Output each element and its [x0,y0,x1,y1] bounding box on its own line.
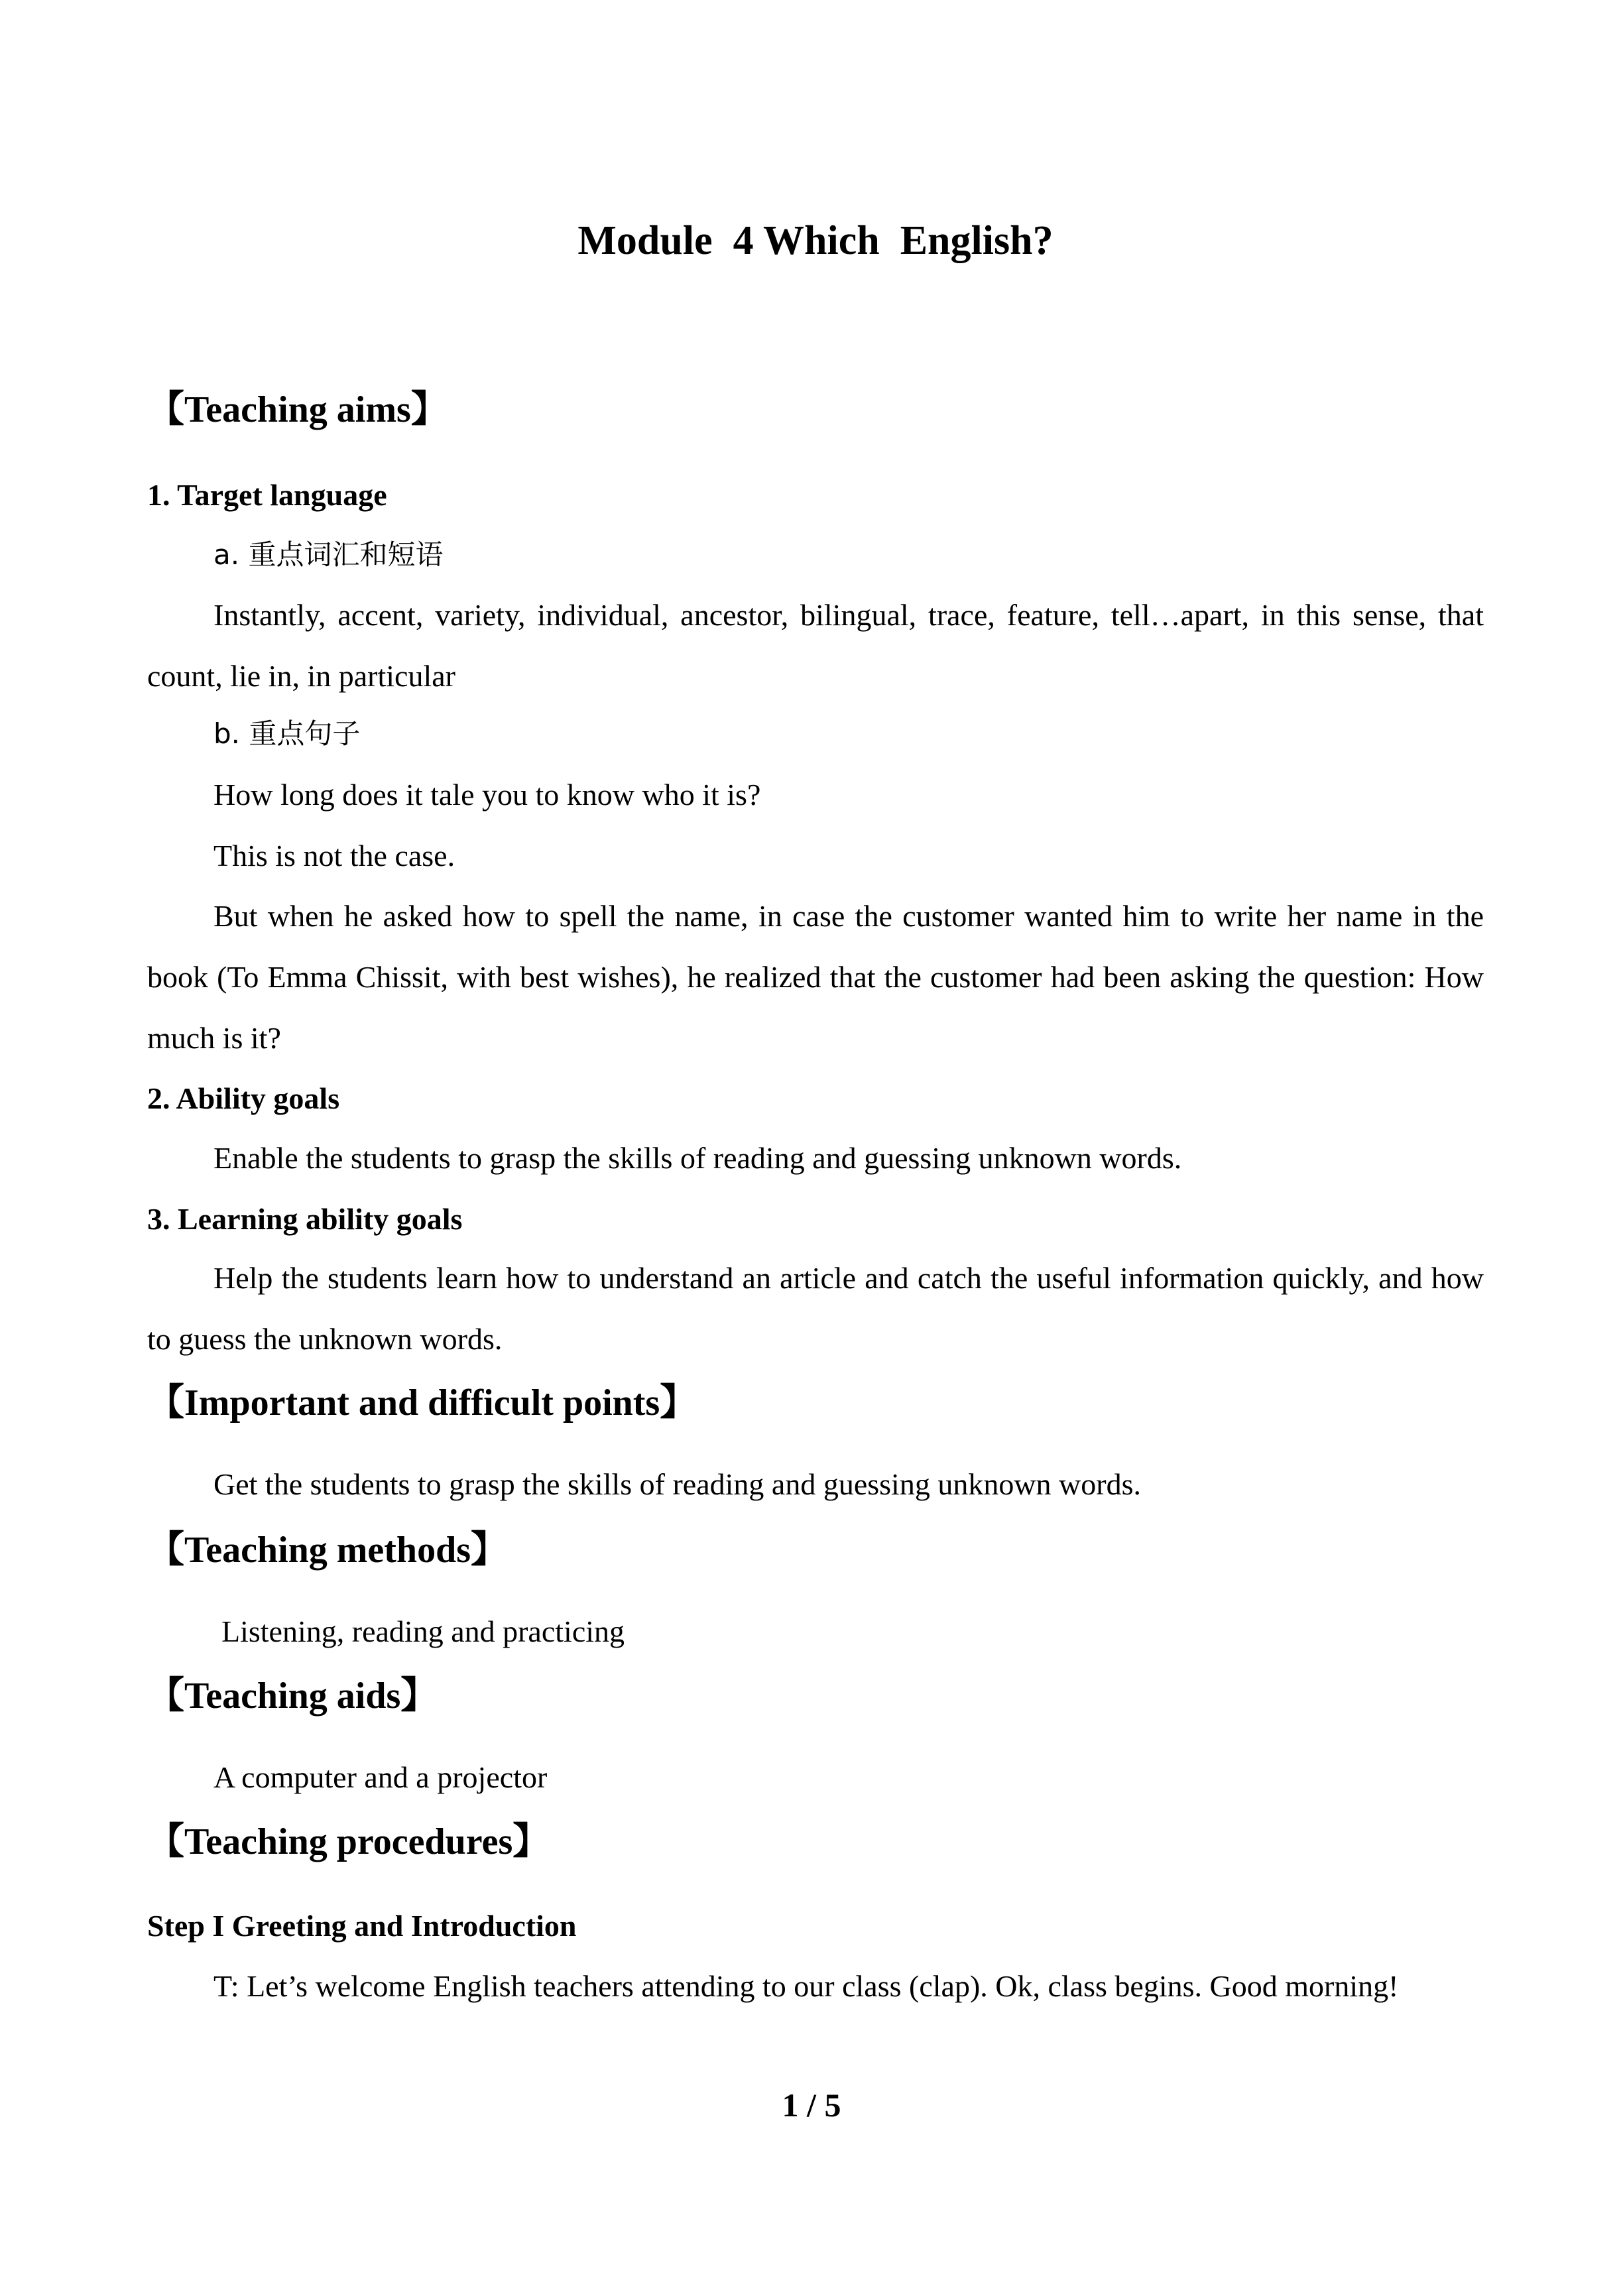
page-number: 1 / 5 [782,2086,841,2124]
heading-teaching-aims: 【Teaching aims】 [147,389,448,430]
key-sentence-2: This is not the case. [213,839,455,873]
step-1-label: Step I Greeting and Introduction [147,1909,577,1943]
teaching-methods-text: Listening, reading and practicing [221,1614,625,1648]
heading-teaching-aids: 【Teaching aids】 [147,1675,438,1717]
key-sentence-1: How long does it tale you to know who it is? [213,778,761,812]
heading-teaching-methods: 【Teaching methods】 [147,1530,509,1571]
learning-ability-goals-label: 3. Learning ability goals [147,1202,463,1236]
learning-ability-goals-text: Help the students learn how to understand an article and catch the useful information quickly, and how to guess the unknown words. [147,1261,1484,1356]
important-points-text: Get the students to grasp the skills of reading and guessing unknown words. [213,1467,1141,1501]
document-title: Module 4 Which English? [577,218,1053,263]
ability-goals-text: Enable the students to grasp the skills of reading and guessing unknown words. [213,1141,1182,1175]
key-sentence-3: But when he asked how to spell the name, in case the customer wanted him to write her name in the book (To Emma Chissit, with best wishes), he realized that the customer had been asking the question: How much is it? [147,899,1484,1055]
key-vocabulary-label: a. 重点词汇和短语 [213,538,444,571]
heading-teaching-procedures: 【Teaching procedures】 [147,1821,550,1862]
teaching-aids-text: A computer and a projector [213,1760,548,1794]
key-sentences-label: b. 重点句子 [213,717,361,750]
ability-goals-label: 2. Ability goals [147,1081,340,1115]
heading-important-points: 【Important and difficult points】 [147,1382,697,1423]
step-1-text: T: Let’s welcome English teachers attending to our class (clap). Ok, class begins. Good morning! [213,1969,1399,2003]
key-vocabulary-text: Instantly, accent, variety, individual, ancestor, bilingual, trace, feature, tell…apart, in this sense, that count, lie in, in particular [147,598,1484,693]
target-language-label: 1. Target language [147,478,387,512]
